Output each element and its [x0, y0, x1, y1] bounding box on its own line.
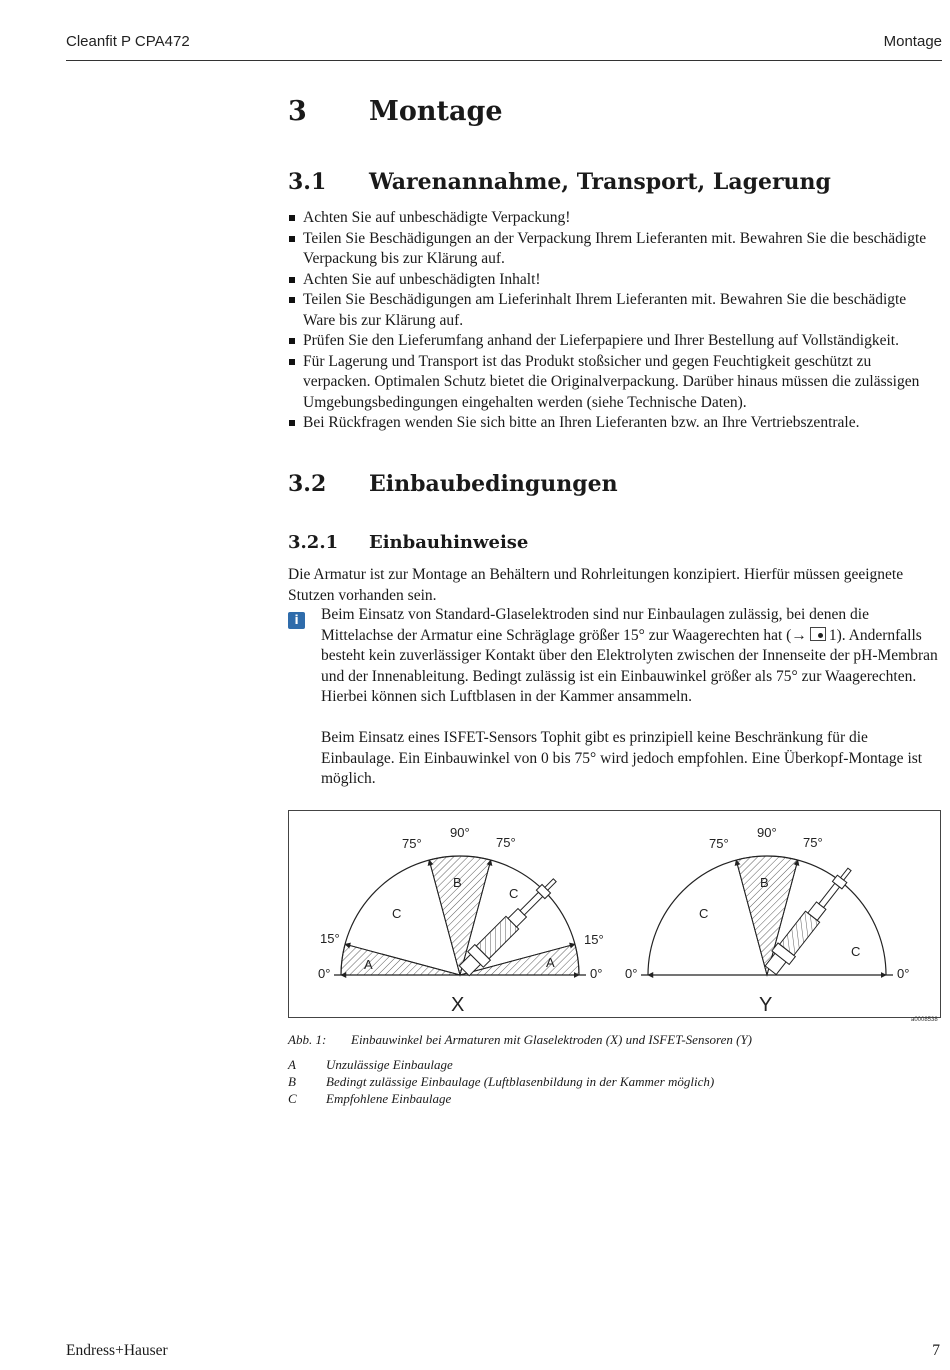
- figure-caption-label: Abb. 1:: [288, 1032, 327, 1047]
- zone-label-c-right: C: [509, 886, 519, 901]
- legend-text: Bedingt zulässige Einbaulage (Luftblasenbildung in der Kammer möglich): [326, 1074, 715, 1089]
- angle-label-75-right: 75°: [496, 835, 516, 850]
- subsection-number: 3.2: [288, 471, 327, 497]
- zone-label-a-left: A: [364, 957, 373, 972]
- list-item: Teilen Sie Beschädigungen an der Verpackung Ihrem Lieferanten mit. Bewahren Sie die beschädigte Verpackung bis zur Klärung auf.: [288, 229, 940, 270]
- header-doc-title: Cleanfit P CPA472: [66, 33, 190, 50]
- angle-label-15-right: 15°: [584, 932, 604, 947]
- angle-label-75-right-y: 75°: [803, 835, 823, 850]
- angle-label-90-y: 90°: [757, 825, 777, 840]
- bullet-list: [288, 208, 940, 434]
- angle-label-75-left-y: 75°: [709, 836, 729, 851]
- zone-label-a-right: A: [546, 955, 555, 970]
- list-item: Achten Sie auf unbeschädigte Verpackung!: [288, 208, 940, 229]
- subsection-number: 3.1: [288, 169, 327, 195]
- diagram-label-y: Y: [759, 994, 773, 1016]
- zone-label-c-left: C: [392, 906, 402, 921]
- diagram-y: [625, 825, 909, 1016]
- figure-caption-text: Einbauwinkel bei Armaturen mit Glaselektroden (X) und ISFET-Sensoren (Y): [351, 1032, 753, 1047]
- bullet-marker: [289, 338, 295, 344]
- subsubsection-number: 3.2.1: [288, 532, 339, 553]
- subsubsection-title: Einbauhinweise: [369, 532, 529, 553]
- header-rule: [66, 60, 942, 61]
- angle-label-0-left-y: 0°: [625, 966, 638, 981]
- section-title: Montage: [369, 96, 503, 127]
- header-section-title: Montage: [883, 33, 942, 50]
- legend-key: C: [288, 1091, 297, 1106]
- bullet-marker: [289, 236, 295, 242]
- list-item: Achten Sie auf unbeschädigten Inhalt!: [288, 270, 940, 291]
- legend-text: Empfohlene Einbaulage: [326, 1091, 452, 1106]
- bullet-marker: [289, 215, 295, 221]
- angle-label-0-left: 0°: [318, 966, 331, 981]
- zone-label-b: B: [453, 875, 462, 890]
- info-icon: i: [288, 612, 305, 629]
- angle-label-90: 90°: [450, 825, 470, 840]
- bullet-marker: [289, 359, 295, 365]
- zone-label-c-right-y: C: [851, 944, 861, 959]
- intro-paragraph: Die Armatur ist zur Montage an Behältern und Rohrleitungen konzipiert. Hierfür müssen geeignete Stutzen vorhanden sein.: [288, 566, 904, 604]
- diagram-label-x: X: [451, 994, 465, 1016]
- bullet-marker: [289, 420, 295, 426]
- installation-angle-diagram: [288, 810, 941, 1018]
- angle-label-15-left: 15°: [320, 931, 340, 946]
- bullet-marker: [289, 297, 295, 303]
- figure-code: a0008538: [911, 1017, 938, 1023]
- angle-label-0-right: 0°: [590, 966, 603, 981]
- list-item: Für Lagerung und Transport ist das Produkt stoßsicher und gegen Feuchtigkeit geschützt zu verpacken. Optimalen Schutz bietet die Originalverpackung. Darüber hinaus müssen die zulässigen Umgebungsbedingungen eingehalten werden (siehe Technische Daten).: [288, 352, 940, 414]
- subsection-title: Warenannahme, Transport, Lagerung: [369, 169, 831, 195]
- bullet-marker: [289, 277, 295, 283]
- zone-label-b-y: B: [760, 875, 769, 890]
- note-paragraph-1: Beim Einsatz von Standard-Glaselektroden sind nur Einbaulagen zulässig, bei denen die Mittelachse der Armatur eine Schräglage größer 15° zur Waagerechten hat (→ 1). Andernfalls besteht kein zuverlässiger Kontakt über den Elektrolyten zwischen der Innenseite der pH-Membran und der Innenableitung. Bedingt zulässig ist ein Einbauwinkel größer als 75° zur Waagerechten. Hierbei können sich Luftblasen in der Kammer ansammeln.: [321, 606, 938, 705]
- diagram-x: [318, 825, 604, 1016]
- list-item: Bei Rückfragen wenden Sie sich bitte an Ihren Lieferanten bzw. an Ihre Vertriebszentrale.: [288, 413, 940, 434]
- list-item: Prüfen Sie den Lieferumfang anhand der Lieferpapiere und Ihrer Bestellung auf Vollständigkeit.: [288, 331, 940, 352]
- legend-text: Unzulässige Einbaulage: [326, 1057, 453, 1072]
- legend-key: A: [288, 1057, 296, 1072]
- note-paragraph-2: Beim Einsatz eines ISFET-Sensors Tophit gibt es prinzipiell keine Beschränkung für die Einbaulage. Ein Einbauwinkel von 0 bis 75° wird jedoch empfohlen. Eine Überkopf-Montage ist möglich.: [321, 729, 923, 787]
- zone-label-c-left-y: C: [699, 906, 709, 921]
- angle-label-75-left: 75°: [402, 836, 422, 851]
- list-item: Teilen Sie Beschädigungen am Lieferinhalt Ihrem Lieferanten mit. Bewahren Sie die beschädigte Ware bis zur Klärung auf.: [288, 290, 940, 331]
- legend-key: B: [288, 1074, 296, 1089]
- footer-page-number: 7: [932, 1342, 940, 1359]
- subsection-title: Einbaubedingungen: [369, 471, 618, 497]
- footer-company: Endress+Hauser: [66, 1342, 168, 1359]
- figure-reference-icon: [810, 627, 826, 641]
- section-number: 3: [288, 96, 307, 127]
- angle-label-0-right-y: 0°: [897, 966, 910, 981]
